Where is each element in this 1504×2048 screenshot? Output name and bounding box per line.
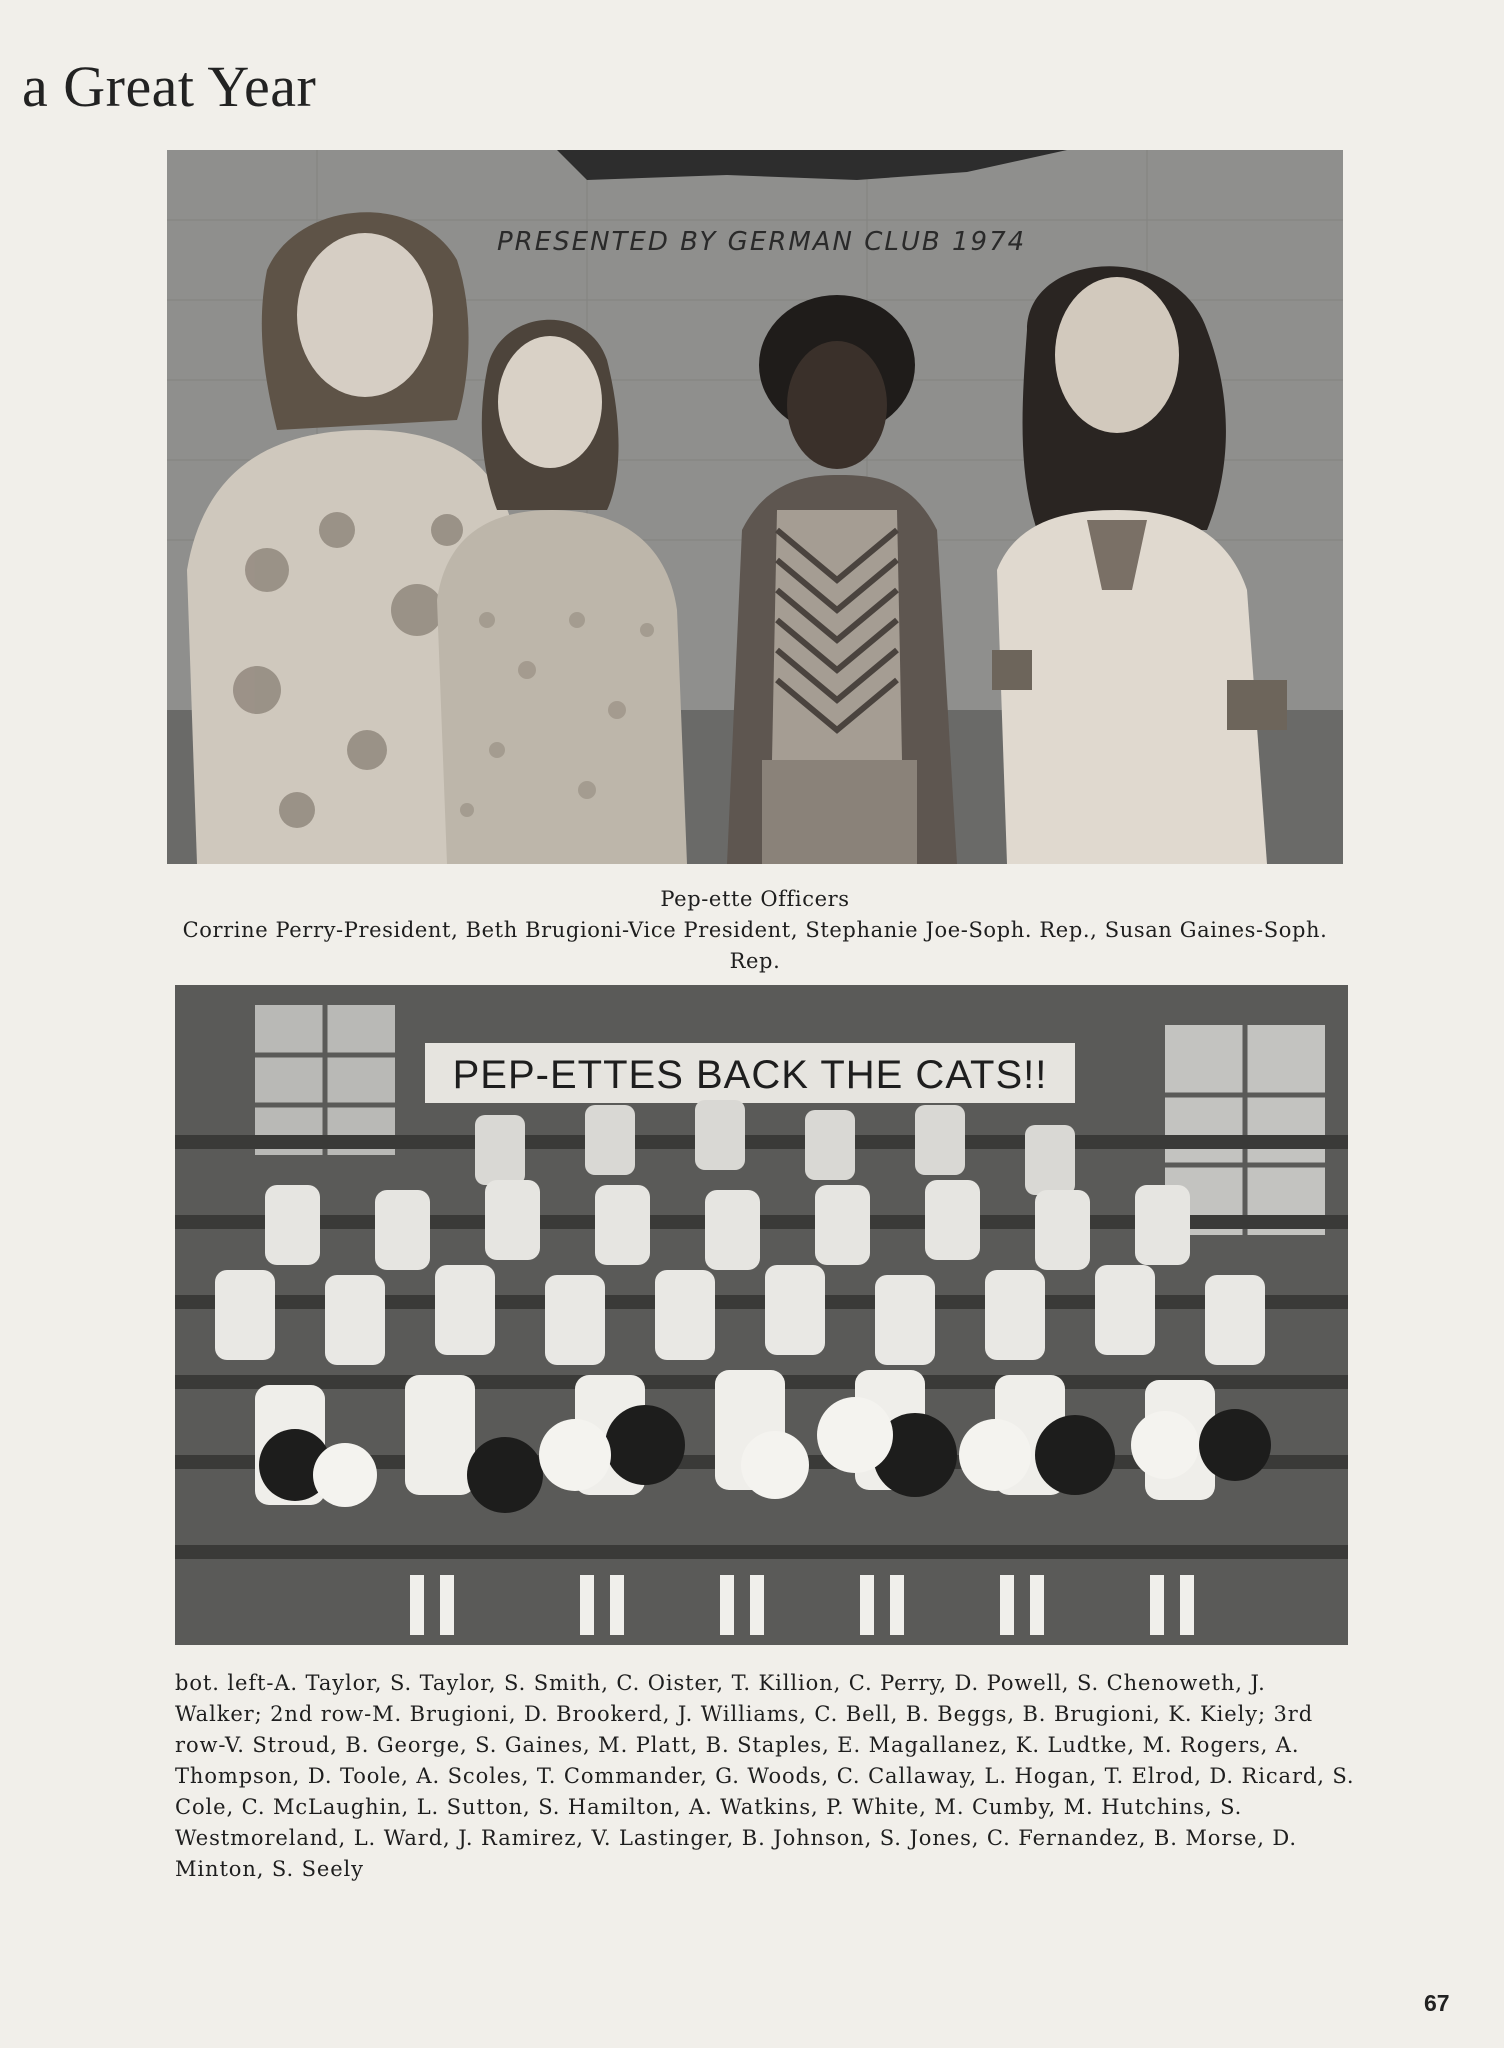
banner-text: PEP-ETTES BACK THE CATS!! xyxy=(452,1053,1048,1097)
wall-sign-text: PRESENTED BY GERMAN CLUB 1974 xyxy=(497,227,1027,257)
squad-caption: bot. left-A. Taylor, S. Taylor, S. Smith, C. Oister, T. Killion, C. Perry, D. Powell, S. Chenoweth, J. Walker; 2nd row-M. Brugioni, D. Brookerd, J. Williams, C. Bell, B. Beggs, B. Brugioni, K. Kiely; 3rd row-V. Stroud, B. George, S. Gaines, M. Platt, B. Staples, E. Magallanez, K. Ludtke, M. Rogers, A. Thompson, D. Toole, A. Scoles, T. Commander, G. Woods, C. Callaway, L. Hogan, T. Elrod, D. Ricard, S. Cole, C. McLaughin, L. Sutton, S. Hamilton, A. Watkins, P. White, M. Cumby, M. Hutchins, S. Westmoreland, L. Ward, J. Ramirez, V. Lastinger, B. Johnson, S. Jones, C. Fernandez, B. Morse, D. Minton, S. Seely xyxy=(175,1671,1355,1881)
page-heading: a Great Year xyxy=(22,54,317,119)
officers-caption xyxy=(160,884,1350,977)
officers-caption-names: Corrine Perry-President, Beth Brugioni-Vice President, Stephanie Joe-Soph. Rep., Susan Gaines-Soph. Rep. xyxy=(182,918,1328,973)
squad-photo xyxy=(175,985,1348,1645)
officers-caption-title: Pep-ette Officers xyxy=(660,887,850,911)
officers-photo xyxy=(167,150,1343,864)
page-number: 67 xyxy=(1424,1990,1450,2016)
